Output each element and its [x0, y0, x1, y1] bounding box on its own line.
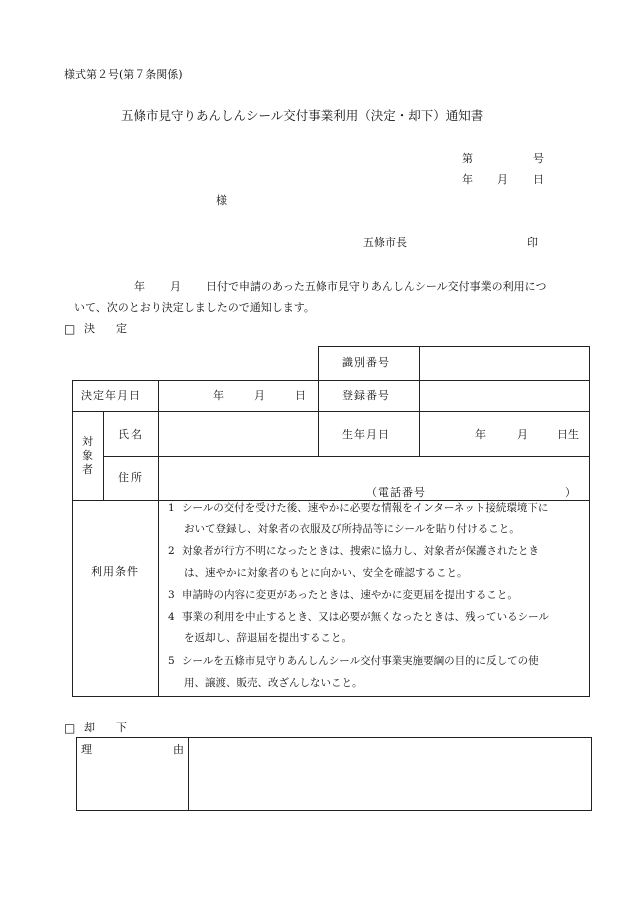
decision-checkbox[interactable]: □ [64, 322, 76, 336]
name-label: 氏名 [118, 428, 144, 441]
condition-number: 2 [168, 545, 175, 557]
form-number: 様式第２号(第７条関係) [64, 68, 183, 81]
reason-label-1: 理 [81, 743, 92, 756]
condition-line: 申請時の内容に変更があったときは、速やかに変更届を提出すること。 [182, 589, 518, 601]
subject-label-2: 象 [82, 449, 93, 462]
condition-number: 4 [168, 611, 175, 623]
phone-close: ） [565, 486, 576, 499]
birthdate-month: 月 [517, 428, 528, 441]
decision-date-label: 決定年月日 [81, 389, 141, 402]
decision-date-year: 年 [213, 389, 224, 402]
issue-date-day: 日 [533, 173, 544, 186]
issuer: 五條市長 [363, 236, 407, 249]
id-number-label: 識別番号 [342, 356, 390, 369]
condition-line: を返却し、辞退届を提出すること。 [184, 632, 352, 644]
body-line1: 日付で申請のあった五條市見守りあんしんシール交付事業の利用につ [206, 280, 547, 293]
birthdate-label: 生年月日 [342, 428, 390, 441]
body-line2: いて、次のとおり決定しましたので通知します。 [74, 301, 315, 314]
seal-mark: 印 [527, 236, 538, 249]
addressee-suffix: 様 [216, 194, 227, 207]
doc-no-prefix: 第 [462, 152, 473, 165]
condition-line: 対象者が行方不明になったときは、捜索に協力し、対象者が保護されたとき [182, 545, 539, 557]
doc-no-suffix: 号 [533, 152, 544, 165]
condition-line: シールを五條市見守りあんしんシール交付事業実施要綱の目的に反しての使 [182, 655, 539, 667]
decision-date-month: 月 [254, 389, 265, 402]
rejection-table [76, 737, 592, 811]
condition-line: 事業の利用を中止するとき、又は必要が無くなったときは、残っているシール [182, 611, 549, 623]
condition-number: 1 [168, 502, 175, 514]
condition-line: 用、譲渡、販売、改ざんしないこと。 [184, 677, 363, 689]
conditions-label: 利用条件 [91, 565, 139, 578]
birthdate-day: 日生 [557, 428, 579, 441]
rejection-checkbox[interactable]: □ [64, 721, 76, 735]
condition-number: 5 [168, 655, 175, 667]
decision-table [72, 380, 590, 697]
birthdate-year: 年 [475, 428, 486, 441]
issue-date-year: 年 [462, 173, 473, 186]
condition-number: 3 [168, 589, 175, 601]
condition-line: は、速やかに対象者のもとに向かい、安全を確認すること。 [184, 567, 468, 579]
subject-label-3: 者 [82, 463, 93, 476]
issue-date-month: 月 [497, 173, 508, 186]
rejection-heading: 却 下 [84, 721, 132, 734]
phone-label: （電話番号 [366, 486, 426, 499]
document-title: 五條市見守りあんしんシール交付事業利用（決定・却下）通知書 [121, 108, 484, 123]
registration-label: 登録番号 [342, 389, 390, 402]
decision-date-day: 日 [295, 389, 306, 402]
subject-label-1: 対 [82, 435, 93, 448]
reason-label-2: 由 [173, 743, 184, 756]
condition-line: シールの交付を受けた後、速やかに必要な情報をインターネット接続環境下に [182, 502, 549, 514]
address-label: 住所 [118, 471, 144, 484]
decision-heading: 決 定 [84, 322, 132, 335]
body-month: 月 [170, 280, 181, 293]
condition-line: おいて登録し、対象者の衣服及び所持品等にシールを貼り付けること。 [184, 523, 520, 535]
body-year: 年 [134, 280, 145, 293]
